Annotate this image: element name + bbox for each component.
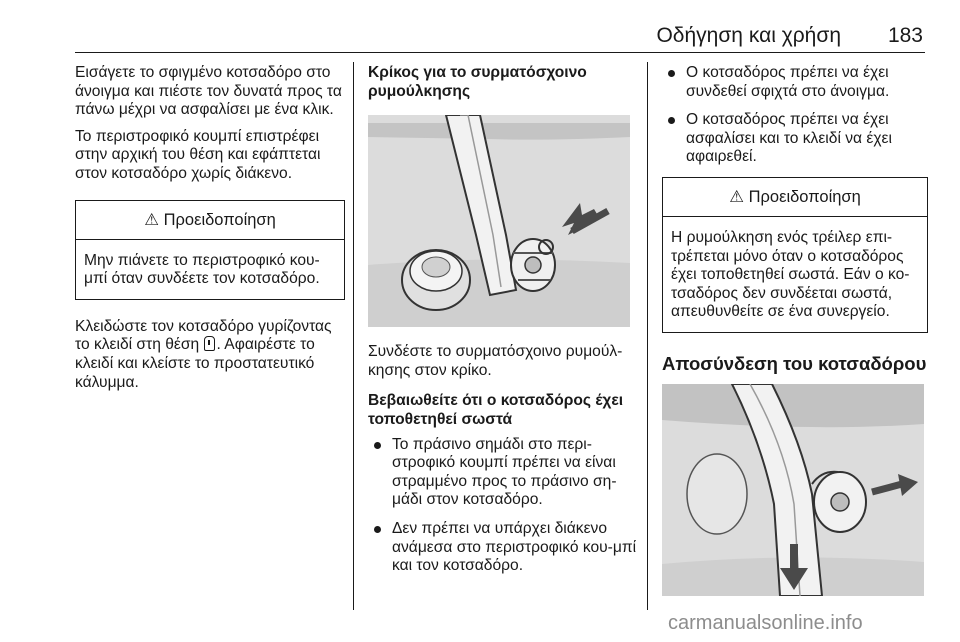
- column-divider: [647, 62, 648, 610]
- paragraph-text: Κλειδώστε τον κοτσαδόρο γυρίζοντας το κλειδί στη θέση: [75, 317, 332, 354]
- warning-title: Προειδοποίηση: [748, 187, 861, 206]
- list-item: Το πράσινο σημάδι στο περι-στροφικό κουμπί πρέπει να είναι στραμμένο προς το πράσινο ση-μάδι στον κοτσαδόρο.: [368, 436, 638, 510]
- towing-eye-illustration: [368, 115, 630, 327]
- paragraph-text: . Αφαιρέστε το κλειδί και κλείστε το προστατευτικό κάλυμμα.: [75, 336, 315, 391]
- page-header: [75, 24, 925, 53]
- warning-header: [76, 201, 344, 240]
- warning-box: [75, 200, 345, 300]
- column-middle: [368, 64, 638, 586]
- warning-header: [663, 178, 927, 217]
- list-item: Ο κοτσαδόρος πρέπει να έχει συνδεθεί σφιχτά στο άνοιγμα.: [662, 64, 928, 101]
- bullet-icon: [374, 526, 381, 533]
- column-left: [75, 64, 345, 400]
- hitch-removal-illustration: [662, 384, 924, 596]
- paragraph: Το περιστροφικό κουμπί επιστρέφει στην αρχική του θέση και εφάπτεται στον κοτσαδόρο χωρίς διάκενο.: [75, 127, 321, 182]
- warning-text: Μην πιάνετε το περιστροφικό κου-μπί όταν συνδέετε τον κοτσαδόρο.: [84, 251, 320, 288]
- section-title: Αποσύνδεση του κοτσαδόρου: [662, 352, 927, 374]
- column-right: [662, 64, 928, 596]
- bullet-icon: [668, 117, 675, 124]
- warning-title: Προειδοποίηση: [163, 210, 276, 229]
- paragraph: Εισάγετε το σφιγμένο κοτσαδόρο στο άνοιγμα και πιέστε τον δυνατά προς τα πάνω μέχρι να ασφαλίσει με ένα κλικ.: [75, 64, 342, 119]
- warning-text: Η ρυμούλκηση ενός τρέιλερ επι-τρέπεται μόνο όταν ο κοτσαδόρος έχει τοποθετηθεί σωστά. Εάν ο κο-τσαδόρος δεν συνδέεται σωστά, απευθυνθείτε σε ένα συνεργείο.: [671, 228, 910, 321]
- bullet-list: [368, 436, 638, 576]
- bullet-icon: [668, 70, 675, 77]
- warning-triangle-icon: ⚠: [144, 210, 160, 229]
- warning-box: [662, 177, 928, 333]
- list-item: Δεν πρέπει να υπάρχει διάκενο ανάμεσα στο περιστροφικό κου-μπί και τον κοτσαδόρο.: [368, 520, 638, 576]
- paragraph: Συνδέστε το συρματόσχοινο ρυμούλ-κησης στον κρίκο.: [368, 343, 623, 379]
- bullet-list: [662, 64, 928, 167]
- paragraph: [75, 318, 345, 392]
- page-number: 183: [887, 24, 923, 47]
- list-item: Ο κοτσαδόρος πρέπει να έχει ασφαλίσει και το κλειδί να έχει αφαιρεθεί.: [662, 111, 928, 167]
- page-header-title: Οδήγηση και χρήση: [656, 24, 841, 47]
- watermark: carmanualsonline.info: [668, 612, 863, 634]
- bullet-icon: [374, 442, 381, 449]
- key-position-icon: [204, 336, 215, 351]
- column-divider: [353, 62, 354, 610]
- subheading: Βεβαιωθείτε ότι ο κοτσαδόρος έχει τοποθετηθεί σωστά: [368, 392, 624, 428]
- section-heading: Κρίκος για το συρματόσχοινο ρυμούλκησης: [368, 64, 587, 100]
- warning-triangle-icon: ⚠: [729, 187, 745, 206]
